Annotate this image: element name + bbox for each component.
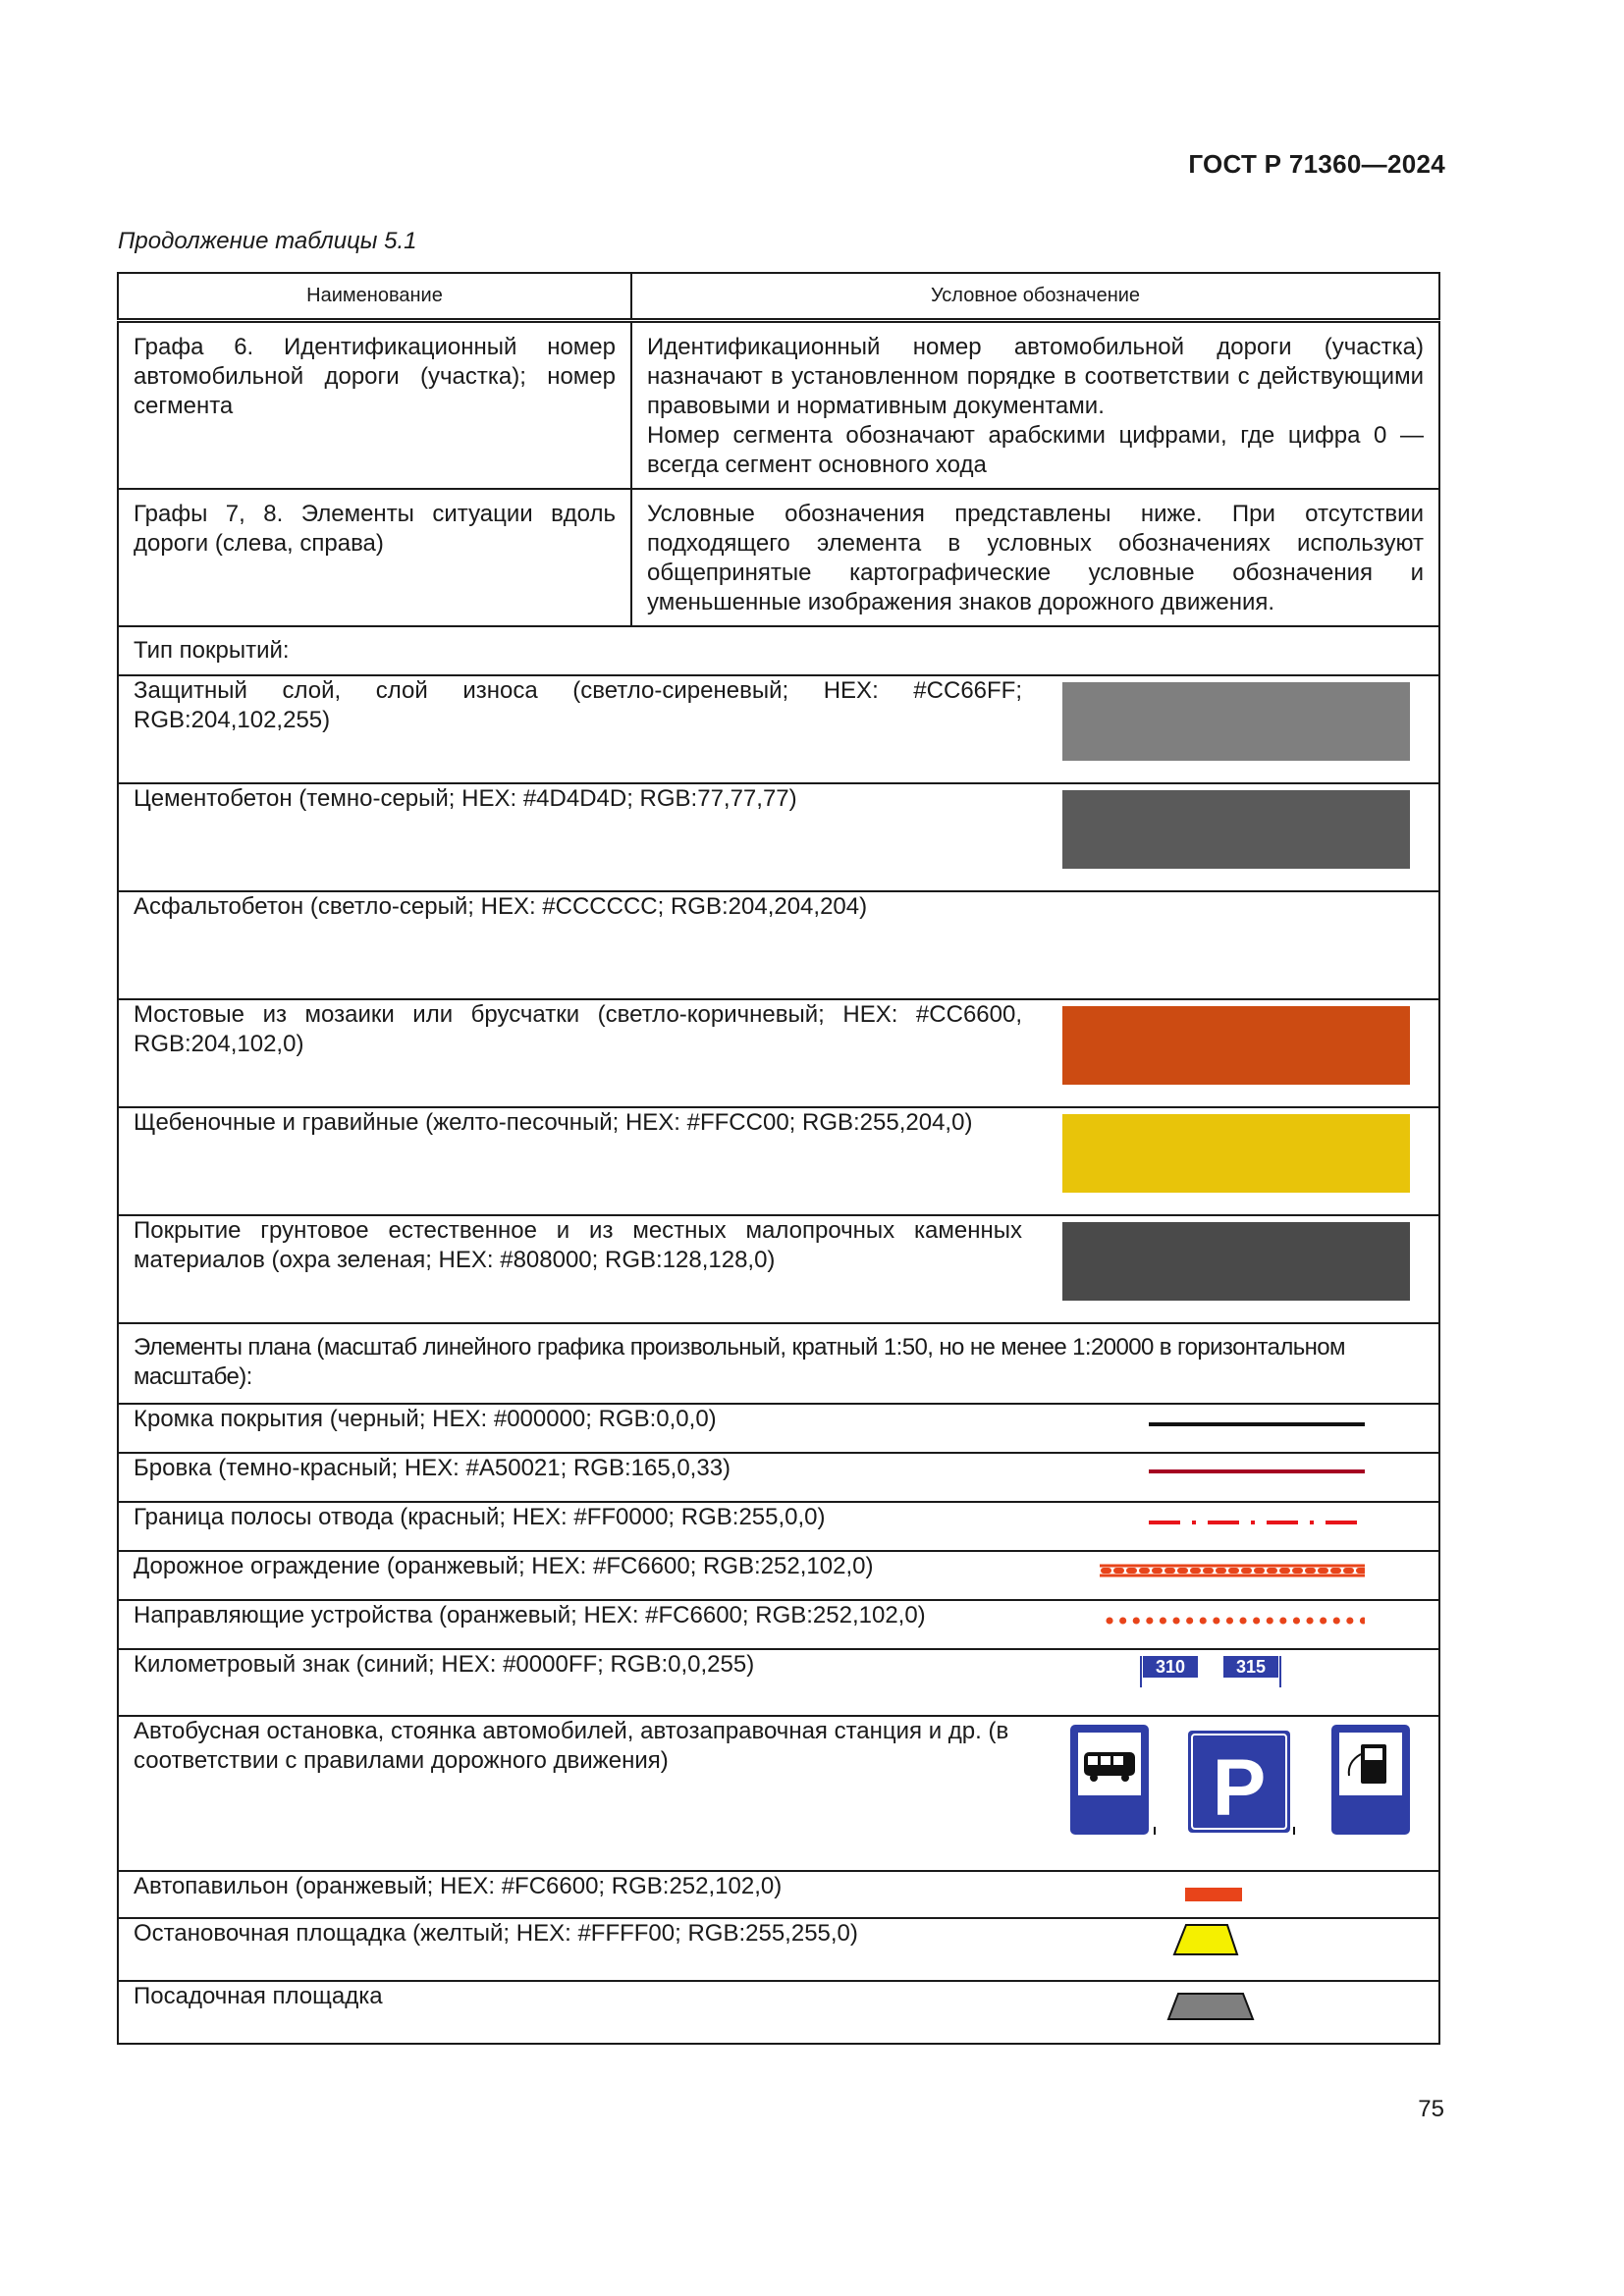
fuel-station-sign-icon — [1331, 1725, 1410, 1835]
plan-row — [118, 1649, 1439, 1716]
page-number: 75 — [1418, 2096, 1444, 2122]
coverage-row — [118, 1107, 1439, 1215]
km-label-315: 315 — [1235, 1656, 1267, 1677]
traffic-signs-group — [1070, 1725, 1410, 1862]
km-label-310: 310 — [1155, 1656, 1186, 1677]
bus-stop-sign-icon — [1070, 1725, 1155, 1835]
coverage-swatch — [1062, 1114, 1410, 1193]
guardrail-symbol — [1070, 1552, 1365, 1583]
plan-row — [118, 1551, 1439, 1600]
plan-label: Километровый знак (синий; HEX: #0000FF; RGB:0,0,255) — [134, 1650, 755, 1678]
table-header-row — [118, 273, 1439, 320]
svg-text:P: P — [1212, 1742, 1267, 1833]
coverage-row — [118, 1215, 1439, 1323]
coverage-label: Цементобетон (темно-серый; HEX: #4D4D4D; RGB:77,77,77) — [134, 784, 797, 812]
plan-label: Посадочная площадка — [134, 1982, 383, 2009]
coverage-row — [118, 783, 1439, 891]
coverage-row — [118, 999, 1439, 1107]
col-header-name: Наименование — [118, 273, 631, 320]
right-of-way-line-symbol — [1070, 1503, 1365, 1534]
parking-sign-icon — [1188, 1731, 1294, 1835]
signs-row — [118, 1716, 1439, 1871]
km-markers-symbol — [1070, 1650, 1365, 1689]
row-description-text: Идентификационный номер автомобильной дороги (участка) назначают в установленном порядке в соответствии с действующими правовыми и нормативным документами. — [647, 333, 1424, 419]
table-row — [118, 320, 1439, 489]
coverage-label: Защитный слой, слой износа (светло-сиреневый; HEX: #CC66FF; RGB:204,102,255) — [134, 676, 1022, 733]
plan-label: Дорожное ограждение (оранжевый; HEX: #FC6600; RGB:252,102,0) — [134, 1552, 874, 1579]
plan-row — [118, 1404, 1439, 1453]
coverage-row — [118, 891, 1439, 999]
coverage-label: Асфальтобетон (светло-серый; HEX: #CCCCCC; RGB:204,204,204) — [134, 892, 868, 920]
row-description-text: Номер сегмента обозначают арабскими цифрами, где цифра 0 — всегда сегмент основного хода — [647, 421, 1424, 478]
section-row — [118, 626, 1439, 675]
guide-devices-symbol — [1070, 1601, 1365, 1632]
coverage-label: Мостовые из мозаики или брусчатки (светло-коричневый; HEX: #CC6600, RGB:204,102,0) — [134, 1000, 1022, 1057]
section-title-coverage: Тип покрытий: — [118, 626, 1439, 675]
coverage-swatch — [1062, 1222, 1410, 1301]
plan-row — [118, 1453, 1439, 1502]
plan-row — [118, 1502, 1439, 1551]
shoulder-line-symbol — [1070, 1454, 1365, 1485]
plan-label: Кромка покрытия (черный; HEX: #000000; RGB:0,0,0) — [134, 1405, 717, 1432]
section-title-plan: Элементы плана (масштаб линейного графика произвольный, кратный 1:50, но не менее 1:20000 в горизонтальном масштабе): — [118, 1323, 1439, 1404]
plan-label: Бровка (темно-красный; HEX: #A50021; RGB:165,0,33) — [134, 1454, 731, 1481]
section-row — [118, 1323, 1439, 1404]
legend-table — [117, 272, 1440, 2045]
coverage-swatch — [1062, 790, 1410, 869]
table-continuation-caption: Продолжение таблицы 5.1 — [118, 228, 417, 254]
coverage-row — [118, 675, 1439, 783]
coverage-swatch — [1062, 682, 1410, 761]
plan-row — [118, 1871, 1439, 1918]
boarding-area-symbol — [1070, 1982, 1365, 2025]
plan-label: Граница полосы отвода (красный; HEX: #FF0000; RGB:255,0,0) — [134, 1503, 826, 1530]
signs-label: Автобусная остановка, стоянка автомобилей, автозаправочная станция и др. (в соответствии с правилами дорожного движения) — [134, 1717, 1009, 1774]
edge-line-symbol — [1070, 1405, 1365, 1436]
coverage-label: Щебеночные и гравийные (желто-песочный; HEX: #FFCC00; RGB:255,204,0) — [134, 1108, 973, 1136]
row-name: Графы 7, 8. Элементы ситуации вдоль дороги (слева, справа) — [118, 489, 631, 626]
plan-row — [118, 1918, 1439, 1981]
plan-label: Направляющие устройства (оранжевый; HEX: #FC6600; RGB:252,102,0) — [134, 1601, 926, 1629]
plan-row — [118, 1981, 1439, 2044]
coverage-label: Покрытие грунтовое естественное и из местных малопрочных каменных материалов (охра зеленая; HEX: #808000; RGB:128,128,0) — [134, 1216, 1022, 1273]
table-row — [118, 489, 1439, 626]
stop-area-symbol — [1070, 1919, 1365, 1962]
row-description: Условные обозначения представлены ниже. При отсутствии подходящего элемента в условных обозначениях используют общепринятые картографические условные обозначения и уменьшенные изображения знаков дорожного движения. — [631, 489, 1439, 626]
coverage-swatch — [1062, 898, 1410, 977]
plan-row — [118, 1600, 1439, 1649]
coverage-swatch — [1062, 1006, 1410, 1085]
document-code: ГОСТ Р 71360—2024 — [1188, 149, 1445, 179]
col-header-symbol: Условное обозначение — [631, 273, 1439, 320]
plan-label: Остановочная площадка (желтый; HEX: #FFFF00; RGB:255,255,0) — [134, 1919, 858, 1947]
row-name: Графа 6. Идентификационный номер автомобильной дороги (участка); номер сегмента — [118, 320, 631, 489]
plan-label: Автопавильон (оранжевый; HEX: #FC6600; RGB:252,102,0) — [134, 1872, 783, 1899]
bus-pavilion-symbol — [1070, 1872, 1365, 1903]
row-description — [631, 320, 1439, 489]
